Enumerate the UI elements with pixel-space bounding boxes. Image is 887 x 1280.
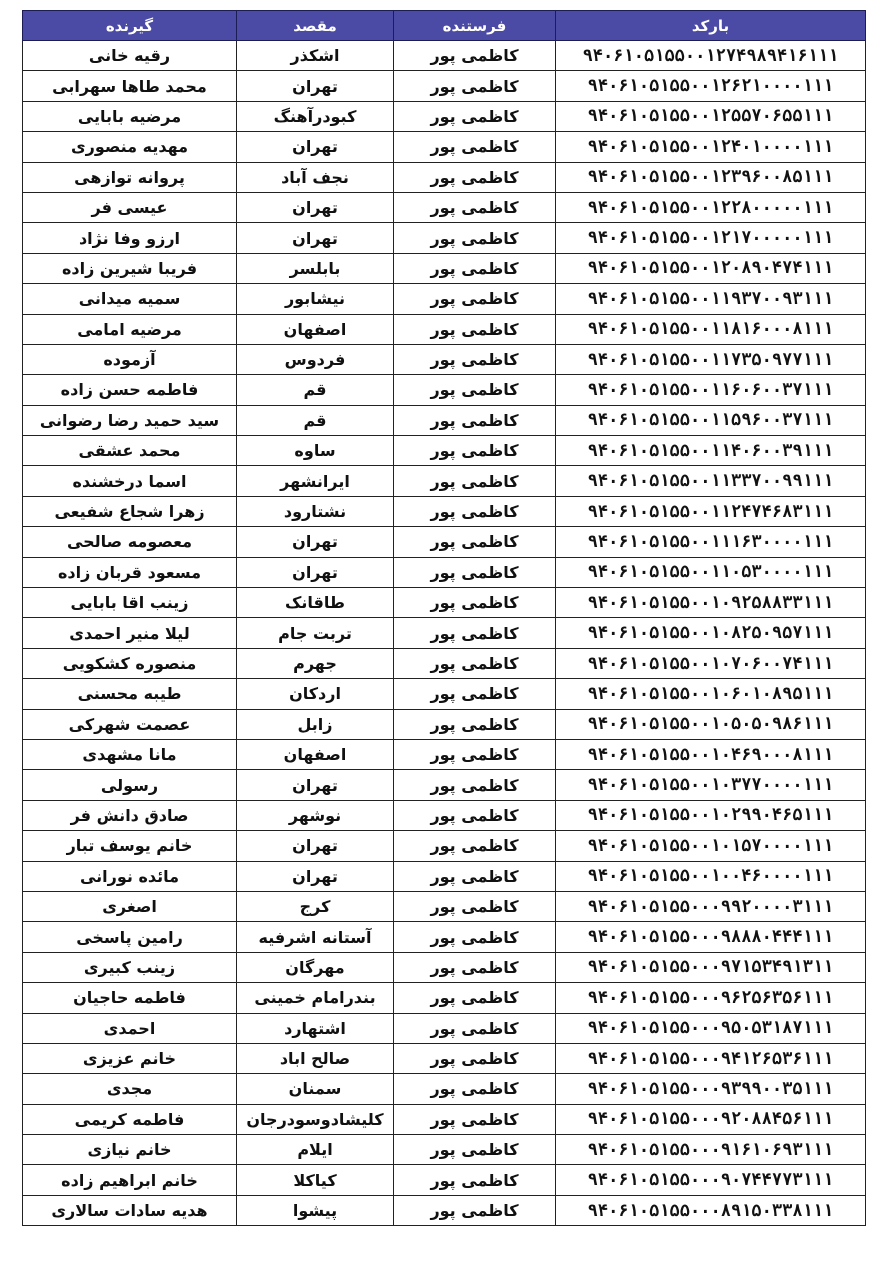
sender-cell: کاظمی پور <box>394 162 556 192</box>
recipient-cell: مرضیه امامی <box>23 314 237 344</box>
header-recipient: گیرنده <box>23 11 237 41</box>
table-row <box>23 223 866 253</box>
barcode-cell: ۹۴۰۶۱۰۵۱۵۵۰۰۱۱۶۰۶۰۰۳۷۱۱۱ <box>556 375 866 405</box>
table-row <box>23 1104 866 1134</box>
table-row <box>23 375 866 405</box>
barcode-cell: ۹۴۰۶۱۰۵۱۵۵۰۰۱۱۵۹۶۰۰۳۷۱۱۱ <box>556 405 866 435</box>
barcode-cell: ۹۴۰۶۱۰۵۱۵۵۰۰۱۱۷۳۵۰۹۷۷۱۱۱ <box>556 344 866 374</box>
destination-cell: پیشوا <box>237 1195 394 1225</box>
destination-cell: تهران <box>237 71 394 101</box>
sender-cell: کاظمی پور <box>394 831 556 861</box>
recipient-cell: خانم عزیزی <box>23 1043 237 1073</box>
recipient-cell: خانم نیازی <box>23 1135 237 1165</box>
table-row <box>23 1165 866 1195</box>
sender-cell: کاظمی پور <box>394 527 556 557</box>
destination-cell: تربت جام <box>237 618 394 648</box>
barcode-cell: ۹۴۰۶۱۰۵۱۵۵۰۰۱۲۷۴۹۸۹۴۱۶۱۱۱ <box>556 41 866 71</box>
recipient-cell: مجدی <box>23 1074 237 1104</box>
sender-cell: کاظمی پور <box>394 344 556 374</box>
barcode-cell: ۹۴۰۶۱۰۵۱۵۵۰۰۱۲۴۰۱۰۰۰۰۱۱۱ <box>556 132 866 162</box>
recipient-cell: فریبا شیرین زاده <box>23 253 237 283</box>
table-row <box>23 709 866 739</box>
table-row <box>23 891 866 921</box>
table-row <box>23 1195 866 1225</box>
barcode-cell: ۹۴۰۶۱۰۵۱۵۵۰۰۱۱۰۵۳۰۰۰۰۱۱۱ <box>556 557 866 587</box>
recipient-cell: سمیه میدانی <box>23 284 237 314</box>
sender-cell: کاظمی پور <box>394 496 556 526</box>
barcode-cell: ۹۴۰۶۱۰۵۱۵۵۰۰۰۹۳۹۹۰۰۳۵۱۱۱ <box>556 1074 866 1104</box>
barcode-cell: ۹۴۰۶۱۰۵۱۵۵۰۰۱۰۴۶۹۰۰۰۸۱۱۱ <box>556 739 866 769</box>
barcode-cell: ۹۴۰۶۱۰۵۱۵۵۰۰۰۹۵۰۵۳۱۸۷۱۱۱ <box>556 1013 866 1043</box>
table-row <box>23 1013 866 1043</box>
shipment-table-sheet <box>22 10 865 1226</box>
table-row <box>23 314 866 344</box>
destination-cell: تهران <box>237 527 394 557</box>
barcode-cell: ۹۴۰۶۱۰۵۱۵۵۰۰۱۰۸۲۵۰۹۵۷۱۱۱ <box>556 618 866 648</box>
recipient-cell: محمد طاها سهرابی <box>23 71 237 101</box>
sender-cell: کاظمی پور <box>394 284 556 314</box>
recipient-cell: ارزو وفا نژاد <box>23 223 237 253</box>
barcode-cell: ۹۴۰۶۱۰۵۱۵۵۰۰۰۸۹۱۵۰۳۳۸۱۱۱ <box>556 1195 866 1225</box>
barcode-cell: ۹۴۰۶۱۰۵۱۵۵۰۰۱۱۹۳۷۰۰۹۳۱۱۱ <box>556 284 866 314</box>
recipient-cell: فاطمه حسن زاده <box>23 375 237 405</box>
destination-cell: قم <box>237 375 394 405</box>
recipient-cell: اصغری <box>23 891 237 921</box>
destination-cell: بابلسر <box>237 253 394 283</box>
sender-cell: کاظمی پور <box>394 405 556 435</box>
sender-cell: کاظمی پور <box>394 375 556 405</box>
barcode-cell: ۹۴۰۶۱۰۵۱۵۵۰۰۱۱۱۶۳۰۰۰۰۱۱۱ <box>556 527 866 557</box>
shipment-table <box>22 10 866 1226</box>
sender-cell: کاظمی پور <box>394 1195 556 1225</box>
destination-cell: نیشابور <box>237 284 394 314</box>
destination-cell: تهران <box>237 770 394 800</box>
recipient-cell: عیسی فر <box>23 192 237 222</box>
table-row <box>23 922 866 952</box>
destination-cell: ایرانشهر <box>237 466 394 496</box>
barcode-cell: ۹۴۰۶۱۰۵۱۵۵۰۰۱۲۲۸۰۰۰۰۰۱۱۱ <box>556 192 866 222</box>
recipient-cell: اسما درخشنده <box>23 466 237 496</box>
destination-cell: اصفهان <box>237 739 394 769</box>
destination-cell: تهران <box>237 192 394 222</box>
recipient-cell: فاطمه حاجیان <box>23 983 237 1013</box>
sender-cell: کاظمی پور <box>394 891 556 921</box>
barcode-cell: ۹۴۰۶۱۰۵۱۵۵۰۰۱۲۰۸۹۰۴۷۴۱۱۱ <box>556 253 866 283</box>
table-row <box>23 71 866 101</box>
table-header <box>23 11 866 41</box>
recipient-cell: مهدیه منصوری <box>23 132 237 162</box>
header-barcode: بارکد <box>556 11 866 41</box>
barcode-cell: ۹۴۰۶۱۰۵۱۵۵۰۰۱۰۳۷۷۰۰۰۰۱۱۱ <box>556 770 866 800</box>
header-destination: مقصد <box>237 11 394 41</box>
sender-cell: کاظمی پور <box>394 648 556 678</box>
recipient-cell: مسعود قربان زاده <box>23 557 237 587</box>
sender-cell: کاظمی پور <box>394 1135 556 1165</box>
table-row <box>23 344 866 374</box>
destination-cell: اشتهارد <box>237 1013 394 1043</box>
table-row <box>23 192 866 222</box>
barcode-cell: ۹۴۰۶۱۰۵۱۵۵۰۰۱۰۷۰۶۰۰۷۴۱۱۱ <box>556 648 866 678</box>
barcode-cell: ۹۴۰۶۱۰۵۱۵۵۰۰۰۹۸۸۸۰۴۴۴۱۱۱ <box>556 922 866 952</box>
recipient-cell: رسولی <box>23 770 237 800</box>
recipient-cell: منصوره کشکویی <box>23 648 237 678</box>
recipient-cell: زینب اقا بابایی <box>23 588 237 618</box>
table-row <box>23 679 866 709</box>
sender-cell: کاظمی پور <box>394 922 556 952</box>
sender-cell: کاظمی پور <box>394 132 556 162</box>
sender-cell: کاظمی پور <box>394 557 556 587</box>
destination-cell: بندرامام خمینی <box>237 983 394 1013</box>
recipient-cell: مرضیه بابایی <box>23 101 237 131</box>
header-row <box>23 11 866 41</box>
sender-cell: کاظمی پور <box>394 1043 556 1073</box>
recipient-cell: سید حمید رضا رضوانی <box>23 405 237 435</box>
sender-cell: کاظمی پور <box>394 618 556 648</box>
barcode-cell: ۹۴۰۶۱۰۵۱۵۵۰۰۱۰۲۹۹۰۴۶۵۱۱۱ <box>556 800 866 830</box>
sender-cell: کاظمی پور <box>394 861 556 891</box>
destination-cell: کبودرآهنگ <box>237 101 394 131</box>
sender-cell: کاظمی پور <box>394 709 556 739</box>
table-row <box>23 618 866 648</box>
destination-cell: کیاکلا <box>237 1165 394 1195</box>
table-row <box>23 861 866 891</box>
destination-cell: تهران <box>237 861 394 891</box>
destination-cell: فردوس <box>237 344 394 374</box>
table-row <box>23 527 866 557</box>
barcode-cell: ۹۴۰۶۱۰۵۱۵۵۰۰۱۱۲۴۷۴۶۸۳۱۱۱ <box>556 496 866 526</box>
table-row <box>23 588 866 618</box>
recipient-cell: آزموده <box>23 344 237 374</box>
recipient-cell: زهرا شجاع شفیعی <box>23 496 237 526</box>
barcode-cell: ۹۴۰۶۱۰۵۱۵۵۰۰۱۲۱۷۰۰۰۰۰۱۱۱ <box>556 223 866 253</box>
table-row <box>23 1135 866 1165</box>
recipient-cell: خانم یوسف تبار <box>23 831 237 861</box>
barcode-cell: ۹۴۰۶۱۰۵۱۵۵۰۰۰۹۹۲۰۰۰۰۳۱۱۱ <box>556 891 866 921</box>
destination-cell: زابل <box>237 709 394 739</box>
recipient-cell: احمدی <box>23 1013 237 1043</box>
sender-cell: کاظمی پور <box>394 192 556 222</box>
recipient-cell: رقیه خانی <box>23 41 237 71</box>
recipient-cell: طیبه محسنی <box>23 679 237 709</box>
table-row <box>23 739 866 769</box>
destination-cell: جهرم <box>237 648 394 678</box>
recipient-cell: فاطمه کریمی <box>23 1104 237 1134</box>
table-row <box>23 831 866 861</box>
sender-cell: کاظمی پور <box>394 1165 556 1195</box>
destination-cell: تهران <box>237 223 394 253</box>
sender-cell: کاظمی پور <box>394 588 556 618</box>
sender-cell: کاظمی پور <box>394 41 556 71</box>
sender-cell: کاظمی پور <box>394 253 556 283</box>
destination-cell: قم <box>237 405 394 435</box>
barcode-cell: ۹۴۰۶۱۰۵۱۵۵۰۰۱۲۳۹۶۰۰۸۵۱۱۱ <box>556 162 866 192</box>
recipient-cell: زینب کبیری <box>23 952 237 982</box>
table-row <box>23 132 866 162</box>
recipient-cell: صادق دانش فر <box>23 800 237 830</box>
barcode-cell: ۹۴۰۶۱۰۵۱۵۵۰۰۰۹۴۱۲۶۵۳۶۱۱۱ <box>556 1043 866 1073</box>
barcode-cell: ۹۴۰۶۱۰۵۱۵۵۰۰۱۰۵۰۵۰۹۸۶۱۱۱ <box>556 709 866 739</box>
table-row <box>23 648 866 678</box>
barcode-cell: ۹۴۰۶۱۰۵۱۵۵۰۰۱۰۹۲۵۸۸۳۳۱۱۱ <box>556 588 866 618</box>
sender-cell: کاظمی پور <box>394 1104 556 1134</box>
destination-cell: تهران <box>237 557 394 587</box>
destination-cell: ایلام <box>237 1135 394 1165</box>
table-row <box>23 162 866 192</box>
barcode-cell: ۹۴۰۶۱۰۵۱۵۵۰۰۱۰۱۵۷۰۰۰۰۱۱۱ <box>556 831 866 861</box>
destination-cell: اصفهان <box>237 314 394 344</box>
table-row <box>23 253 866 283</box>
destination-cell: اشکذر <box>237 41 394 71</box>
table-row <box>23 952 866 982</box>
table-row <box>23 436 866 466</box>
destination-cell: طاقانک <box>237 588 394 618</box>
recipient-cell: لیلا منیر احمدی <box>23 618 237 648</box>
destination-cell: کرج <box>237 891 394 921</box>
sender-cell: کاظمی پور <box>394 466 556 496</box>
table-row <box>23 983 866 1013</box>
table-row <box>23 557 866 587</box>
table-row <box>23 466 866 496</box>
recipient-cell: خانم ابراهیم زاده <box>23 1165 237 1195</box>
table-row <box>23 405 866 435</box>
sender-cell: کاظمی پور <box>394 314 556 344</box>
table-body <box>23 41 866 1226</box>
barcode-cell: ۹۴۰۶۱۰۵۱۵۵۰۰۱۲۵۵۷۰۶۵۵۱۱۱ <box>556 101 866 131</box>
destination-cell: مهرگان <box>237 952 394 982</box>
sender-cell: کاظمی پور <box>394 800 556 830</box>
barcode-cell: ۹۴۰۶۱۰۵۱۵۵۰۰۱۰۶۰۱۰۸۹۵۱۱۱ <box>556 679 866 709</box>
table-row <box>23 496 866 526</box>
barcode-cell: ۹۴۰۶۱۰۵۱۵۵۰۰۱۰۰۴۶۰۰۰۰۱۱۱ <box>556 861 866 891</box>
recipient-cell: پروانه توازهی <box>23 162 237 192</box>
recipient-cell: مائده نورانی <box>23 861 237 891</box>
table-row <box>23 1074 866 1104</box>
destination-cell: سمنان <box>237 1074 394 1104</box>
barcode-cell: ۹۴۰۶۱۰۵۱۵۵۰۰۰۹۲۰۸۸۴۵۶۱۱۱ <box>556 1104 866 1134</box>
table-row <box>23 41 866 71</box>
recipient-cell: محمد عشقی <box>23 436 237 466</box>
destination-cell: صالح اباد <box>237 1043 394 1073</box>
barcode-cell: ۹۴۰۶۱۰۵۱۵۵۰۰۰۹۶۲۵۶۳۵۶۱۱۱ <box>556 983 866 1013</box>
table-row <box>23 101 866 131</box>
destination-cell: کلیشادوسودرجان <box>237 1104 394 1134</box>
table-row <box>23 770 866 800</box>
sender-cell: کاظمی پور <box>394 223 556 253</box>
sender-cell: کاظمی پور <box>394 436 556 466</box>
table-row <box>23 800 866 830</box>
recipient-cell: رامین پاسخی <box>23 922 237 952</box>
barcode-cell: ۹۴۰۶۱۰۵۱۵۵۰۰۰۹۷۱۵۳۴۹۱۳۱۱ <box>556 952 866 982</box>
table-row <box>23 284 866 314</box>
barcode-cell: ۹۴۰۶۱۰۵۱۵۵۰۰۰۹۰۷۴۴۷۷۳۱۱۱ <box>556 1165 866 1195</box>
sender-cell: کاظمی پور <box>394 739 556 769</box>
destination-cell: تهران <box>237 132 394 162</box>
recipient-cell: هدیه سادات سالاری <box>23 1195 237 1225</box>
barcode-cell: ۹۴۰۶۱۰۵۱۵۵۰۰۱۱۸۱۶۰۰۰۸۱۱۱ <box>556 314 866 344</box>
recipient-cell: مانا مشهدی <box>23 739 237 769</box>
sender-cell: کاظمی پور <box>394 1013 556 1043</box>
destination-cell: تهران <box>237 831 394 861</box>
sender-cell: کاظمی پور <box>394 101 556 131</box>
recipient-cell: عصمت شهرکی <box>23 709 237 739</box>
sender-cell: کاظمی پور <box>394 1074 556 1104</box>
destination-cell: نوشهر <box>237 800 394 830</box>
destination-cell: اردکان <box>237 679 394 709</box>
sender-cell: کاظمی پور <box>394 71 556 101</box>
destination-cell: ساوه <box>237 436 394 466</box>
table-row <box>23 1043 866 1073</box>
barcode-cell: ۹۴۰۶۱۰۵۱۵۵۰۰۱۱۳۳۷۰۰۹۹۱۱۱ <box>556 466 866 496</box>
destination-cell: نجف آباد <box>237 162 394 192</box>
header-sender: فرستنده <box>394 11 556 41</box>
sender-cell: کاظمی پور <box>394 952 556 982</box>
barcode-cell: ۹۴۰۶۱۰۵۱۵۵۰۰۱۱۴۰۶۰۰۳۹۱۱۱ <box>556 436 866 466</box>
barcode-cell: ۹۴۰۶۱۰۵۱۵۵۰۰۱۲۶۲۱۰۰۰۰۱۱۱ <box>556 71 866 101</box>
destination-cell: آستانه اشرفیه <box>237 922 394 952</box>
destination-cell: نشتارود <box>237 496 394 526</box>
sender-cell: کاظمی پور <box>394 983 556 1013</box>
sender-cell: کاظمی پور <box>394 679 556 709</box>
recipient-cell: معصومه صالحی <box>23 527 237 557</box>
barcode-cell: ۹۴۰۶۱۰۵۱۵۵۰۰۰۹۱۶۱۰۶۹۳۱۱۱ <box>556 1135 866 1165</box>
sender-cell: کاظمی پور <box>394 770 556 800</box>
